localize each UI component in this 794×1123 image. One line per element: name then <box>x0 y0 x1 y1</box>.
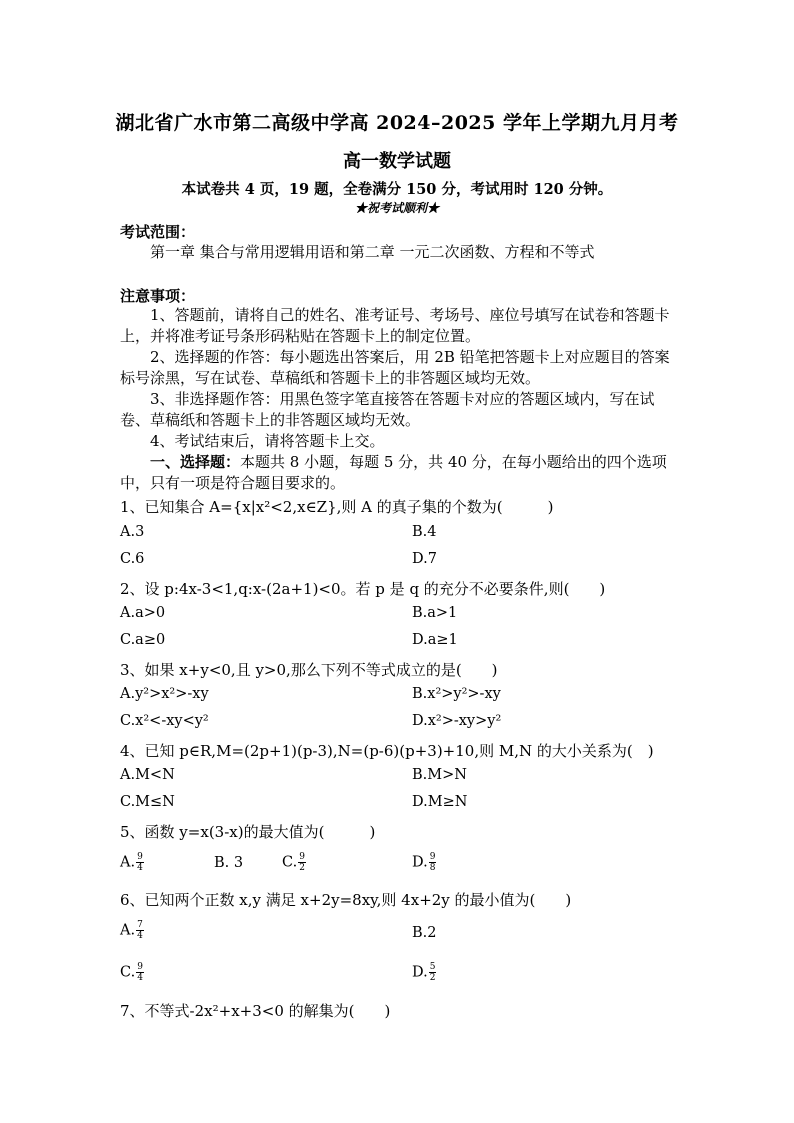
fraction-denominator: 2 <box>429 973 436 983</box>
fraction-numerator: 9 <box>429 852 436 862</box>
fraction-denominator: 2 <box>299 863 305 873</box>
question-4-option-b: B.M>N <box>412 767 467 783</box>
exam-slogan: ★祝考试顺利★ <box>354 201 439 215</box>
scope-text: 第一章 集合与常用逻辑用语和第二章 一元二次函数、方程和不等式 <box>150 243 595 261</box>
notes-label: 注意事项： <box>120 287 196 305</box>
question-3-option-a: A.y²>x²>-xy <box>120 686 209 702</box>
fraction <box>429 852 437 873</box>
question-6-option-d-label: D. <box>412 964 428 981</box>
question-6-option-b: B.2 <box>412 925 437 941</box>
fraction-denominator: 4 <box>137 863 143 873</box>
question-2-option-d: D.a≥1 <box>412 632 458 648</box>
question-6-option-a <box>120 920 144 941</box>
fraction-numerator: 9 <box>137 962 143 972</box>
fraction <box>429 962 437 983</box>
exam-title: 湖北省广水市第二高级中学高 2024–2025 学年上学期九月月考 <box>115 112 679 134</box>
question-2-option-b: B.a>1 <box>412 605 458 621</box>
fraction-numerator: 9 <box>137 852 143 862</box>
exam-subtitle: 高一数学试题 <box>343 151 451 172</box>
question-5-stem: 5、函数 y=x(3-x)的最大值为( ) <box>120 823 376 841</box>
question-3-option-d: D.x²>-xy>y² <box>412 713 502 729</box>
question-5-option-d-label: D. <box>412 854 428 871</box>
question-6-option-c <box>120 962 144 983</box>
scope-label: 考试范围： <box>120 223 196 241</box>
question-5-option-b: B. 3 <box>214 855 244 871</box>
question-2-option-c: C.a≥0 <box>120 632 166 648</box>
fraction-numerator: 9 <box>299 852 305 862</box>
section-1-text: 本题共 8 小题，每题 5 分，共 40 分，在每小题给出的四个选项中，只有一项是符合题目要求的。 <box>120 453 667 492</box>
fraction <box>136 920 144 941</box>
fraction-numerator: 7 <box>137 920 143 930</box>
question-5-option-a <box>120 852 144 873</box>
fraction <box>136 852 144 873</box>
question-4-option-c: C.M≤N <box>120 794 175 810</box>
note-item-3: 3、非选择题作答：用黑色签字笔直接答在答题卡对应的答题区域内，写在试卷、草稿纸和答题卡上的非答题区域均无效。 <box>120 390 655 429</box>
question-5-option-a-label: A. <box>120 854 136 871</box>
note-item-1: 1、答题前，请将自己的姓名、准考证号、考场号、座位号填写在试卷和答题卡上，并将准考证号条形码粘贴在答题卡上的制定位置。 <box>120 306 670 345</box>
fraction <box>298 852 306 873</box>
question-5-option-c <box>282 852 306 873</box>
question-2-option-a: A.a>0 <box>120 605 166 621</box>
question-5-option-c-label: C. <box>282 854 298 871</box>
exam-info: 本试卷共 4 页，19 题，全卷满分 150 分，考试用时 120 分钟。 <box>181 181 613 198</box>
question-1-option-d: D.7 <box>412 551 437 567</box>
question-7-stem: 7、不等式-2x²+x+3<0 的解集为( ) <box>120 1002 391 1020</box>
question-6-option-d <box>412 962 436 983</box>
fraction-denominator: 4 <box>137 931 143 941</box>
question-1-option-a: A.3 <box>120 524 145 540</box>
question-6-stem: 6、已知两个正数 x,y 满足 x+2y=8xy,则 4x+2y 的最小值为( ) <box>120 891 572 909</box>
question-3-option-c: C.x²<-xy<y² <box>120 713 209 729</box>
question-6-option-c-label: C. <box>120 964 136 981</box>
section-1-intro <box>120 452 680 494</box>
question-4-option-a: A.M<N <box>120 767 175 783</box>
question-6-option-a-label: A. <box>120 922 136 939</box>
fraction-denominator: 4 <box>137 973 143 983</box>
question-2-stem: 2、设 p:4x-3<1,q:x-(2a+1)<0。若 p 是 q 的充分不必要条件,则( ) <box>120 580 606 598</box>
note-item-2: 2、选择题的作答：每小题选出答案后，用 2B 铅笔把答题卡上对应题目的答案标号涂黑，写在试卷、草稿纸和答题卡上的非答题区域均无效。 <box>120 348 670 387</box>
question-5-option-d <box>412 852 436 873</box>
question-3-stem: 3、如果 x+y<0,且 y>0,那么下列不等式成立的是( ) <box>120 661 498 679</box>
fraction <box>136 962 144 983</box>
fraction-numerator: 5 <box>429 962 436 972</box>
question-4-stem: 4、已知 p∈R,M=(2p+1)(p-3),N=(p-6)(p+3)+10,则 M,N 的大小关系为( ) <box>120 742 654 760</box>
note-item-4: 4、考试结束后，请将答题卡上交。 <box>150 432 385 450</box>
question-1-option-b: B.4 <box>412 524 437 540</box>
question-1-option-c: C.6 <box>120 551 145 567</box>
fraction-denominator: 8 <box>429 863 436 873</box>
question-3-option-b: B.x²>y²>-xy <box>412 686 501 702</box>
section-1-label: 一、选择题： <box>150 453 241 471</box>
question-4-option-d: D.M≥N <box>412 794 468 810</box>
question-1-stem: 1、已知集合 A={x|x²<2,x∈Z},则 A 的真子集的个数为( ) <box>120 498 554 516</box>
